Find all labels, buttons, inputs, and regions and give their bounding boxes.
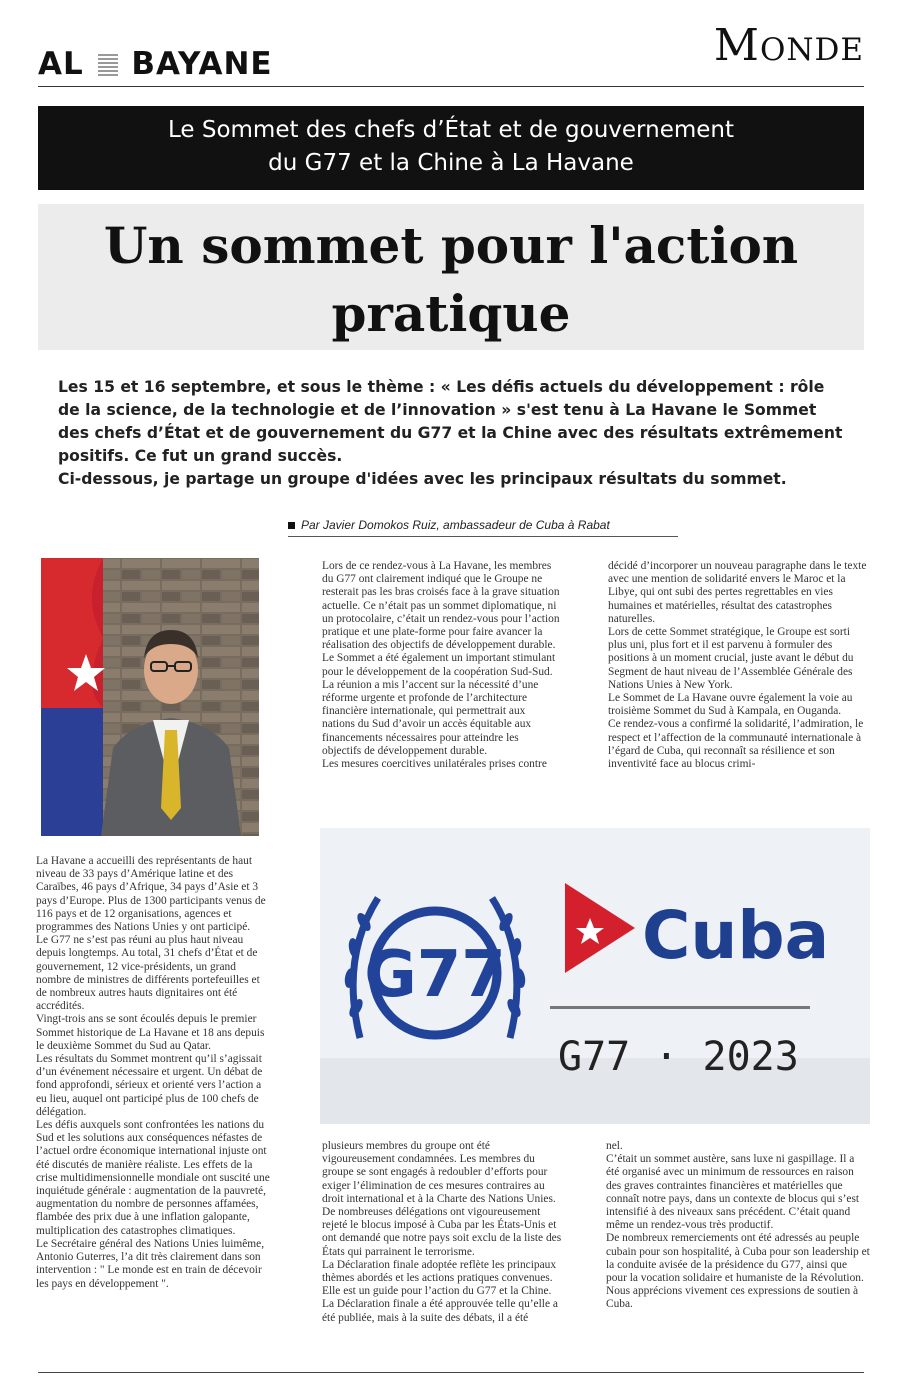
g77-cuba-image [320,828,870,1124]
kicker-banner [38,106,864,190]
svg-text:G77 · 2023: G77 · 2023 [558,1034,799,1080]
paragraph: Les mesures coercitives unilatérales prises contre [322,758,547,771]
g77-emblem-icon [320,828,870,1124]
byline-text: Par Javier Domokos Ruiz, ambassadeur de Cuba à Rabat [301,518,610,532]
section-title: Monde [713,20,864,71]
kicker-line-2: du G77 et la Chine à La Havane [268,150,634,176]
paragraph: La Havane a accueilli des représentants de haut niveau de 33 pays d’Amérique latine et des Caraïbes, 46 pays d’Afrique, 34 pays d’Asie et 3 pays d’Europe. Plus de 1300 participants venus de 116 pays et de 12 organisations, agences et programmes des Nations Unies y ont participé. [36,855,266,934]
paragraph: Lors de cette Sommet stratégique, le Groupe est sorti plus uni, plus fort et il est parvenu à formuler des positions à un moment crucial, juste avant le début du Segment de haut niveau de l’Assemblée Générale des Nations Unies à New York. [608,626,854,691]
logo-emblem-icon [98,54,118,76]
byline-rule [288,536,678,537]
byline [288,518,610,532]
lead-text: Les 15 et 16 septembre, et sous le thème : « Les défis actuels du développement : rôle de la science, de la technologie et de l’innovation » s'est tenu à La Havane le Sommet des chefs d’État et de gouvernement du G77 et la Chine avec des résultats extrêmement positifs. Ce fut un grand succès. [58,378,843,465]
column-mid-bottom [322,1140,562,1325]
column-left-bottom [36,855,272,1291]
paragraph: Le G77 ne s’est pas réuni au plus haut niveau depuis longtemps. Au total, 31 chefs d’État et de gouvernement, 12 vice-présidents, un grand nombre de ministres de différents portefeuilles et de nombreux autres hauts dignitaires ont été accrédités. [36,934,260,1013]
paragraph: Le Sommet a été également un important stimulant pour le développement de la coopération Sud-Sud. La réunion a mis l’accent sur la nécessité d’une réforme urgente et profonde de l’architecture financière internationale, qui permettrait aux nations du Sud d’avoir un accès équitable aux financements nécessaires pour atteindre les objectifs de développement durable. [322,652,556,757]
logo-left-text: AL [38,46,84,82]
byline-square-icon [288,522,295,529]
lead-text-2: Ci-dessous, je partage un groupe d'idées avec les principaux résultats du sommet. [58,470,787,488]
paragraph: Nous apprécions vivement ces expressions de soutien à Cuba. [606,1285,859,1311]
headline-line-1: Un sommet pour l'action [103,216,799,275]
author-photo [41,558,259,836]
paragraph: De nombreux remerciements ont été adressés au peuple cubain pour son hospitalité, à Cuba pour son leadership et la conduite avisée de la présidence du G77, ainsi que pour la vocation solidaire et humaniste de la Révolution. [606,1232,870,1285]
paragraph: plusieurs membres du groupe ont été vigoureusement condamnées. Les membres du groupe se sont engagés à redoubler d’efforts pour exiger l’élimination de ces mesures contraires au droit international et à la Charte des Nations Unies. [322,1140,556,1205]
paragraph: nel. [606,1140,623,1152]
lead-paragraph [58,376,848,491]
paragraph: Lors de ce rendez-vous à La Havane, les membres du G77 ont clairement indiqué que le Groupe ne resterait pas les bras croisés face à la grave situation actuelle. Ce n’était pas un sommet diplomatique, ni un protocolaire, c’était un rendez-vous pour l’action pratique et une plate-forme pour faire avancer la réalisation des objectifs de développement durable. [322,560,560,652]
ambassador-portrait-icon [41,558,259,836]
paragraph: La Déclaration finale adoptée reflète les principaux thèmes abordés et les actions pratiques convenues. Elle est un guide pour l’action du G77 et la Chine. [322,1258,557,1298]
paragraph: Le Sommet de La Havane ouvre également la voie au troisième Sommet du Sud à Kampala, en Ouganda. [608,692,853,718]
paragraph: C’était un sommet austère, sans luxe ni gaspillage. Il a été organisé avec un minimum de ressources en raison des graves contraintes financières et matérielles que connaît notre pays, dans un contexte de blocus qui s’est intensifié à des niveaux sans précédent. C’était quand même un rendez-vous très productif. [606,1153,860,1232]
logo-right-text: BAYANE [131,46,273,82]
svg-text:Cuba: Cuba [642,897,830,974]
masthead [38,20,864,82]
paragraph: La Déclaration finale a été approuvée telle qu’elle a été publiée, mais à la suite des débats, il a été [322,1298,558,1324]
masthead-rule [38,86,864,87]
paragraph: Vingt-trois ans se sont écoulés depuis le premier Sommet historique de La Havane et 18 ans depuis le deuxième Sommet du Sud au Qatar. [36,1013,265,1052]
svg-text:G77: G77 [364,938,506,1012]
paragraph: De nombreuses délégations ont vigoureusement rejeté le blocus imposé à Cuba par les États-Unis et ont demandé que notre pays soit exclu de la liste des États qui parrainent le terrorisme. [322,1206,562,1258]
headline [38,204,864,350]
paragraph: décidé d’incorporer un nouveau paragraphe dans le texte avec une mention de solidarité envers le Maroc et la Libye, qui ont subi des pertes regrettables en vies humaines et matérielles, résultat des catastrophes naturelles. [608,560,867,625]
newspaper-logo [38,46,273,82]
footer-rule [38,1372,864,1373]
column-right-bottom [606,1140,870,1312]
paragraph: Le Secrétaire général des Nations Unies luimême, Antonio Guterres, l’a dit très clairement dans son intervention : " Le monde est en train de décevoir les pays en développement ". [36,1237,265,1290]
paragraph: Les défis auxquels sont confrontées les nations du Sud et les solutions aux conséquences néfastes de l’actuel ordre économique international injuste ont été discutés de manière réaliste. Les effets de la crise multidimensionnelle mondiale ont suscité une inquiétude générale : augmentation de la pauvreté, augmentation du nombre de personnes affamées, flambée des prix due à une inflation galopante, multiplication des catastrophes climatiques. [36,1119,270,1237]
paragraph: Ce rendez-vous a confirmé la solidarité, l’admiration, le respect et l’affection de la communauté internationale à l’égard de Cuba, qui reconnaît sa résilience et son inventivité face au blocus crimi- [608,718,864,771]
paragraph: Les résultats du Sommet montrent qu’il s’agissait d’un événement nécessaire et urgent. Un débat de fond approfondi, sérieux et orienté vers l’action a eu lieu, auquel ont participé plus de 100 chefs de délégation. [36,1053,263,1118]
headline-line-2: pratique [331,284,571,343]
kicker-line-1: Le Sommet des chefs d’État et de gouvernement [167,117,734,143]
column-mid-top [322,560,560,771]
column-right-top [608,560,870,771]
